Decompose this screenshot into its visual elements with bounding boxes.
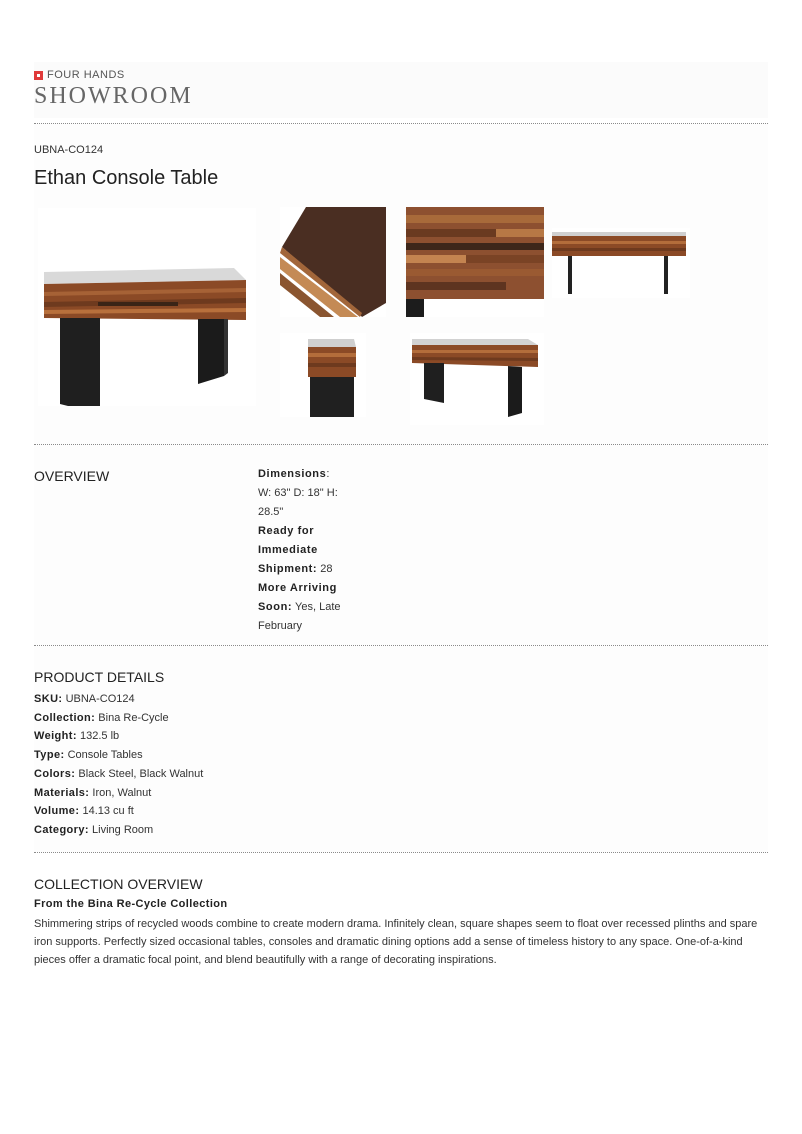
brand-logo [34,69,125,81]
arriving-label: More Arriving Soon: [258,582,337,613]
arriving-value: Yes, Late February [258,601,341,632]
detail-value: 14.13 cu ft [82,805,134,818]
overview-specs: Dimensions: W: 63" D: 18" H: 28.5" Ready for Immediate Shipment: 28 More Arriving Soon: Yes, Late February [258,468,341,632]
collection-subheading: From the Bina Re-Cycle Collection [34,898,228,910]
detail-value: Iron, Walnut [92,786,152,799]
detail-row-weight [34,727,203,746]
detail-row-category [34,821,203,840]
collection-heading: COLLECTION OVERVIEW [34,876,203,892]
detail-row-collection [34,709,203,728]
product-section [34,124,768,444]
product-title: Ethan Console Table [34,167,219,189]
detail-label: Volume: [34,805,80,818]
overview-heading: OVERVIEW [34,468,110,484]
header [34,62,768,118]
collection-section [34,853,768,993]
dimensions-value: W: 63" D: 18" H: 28.5" [258,487,338,518]
product-image-main[interactable] [38,208,256,406]
dimensions-label: Dimensions [258,468,327,480]
product-image-angle[interactable] [410,333,544,425]
detail-label: SKU: [34,693,63,705]
detail-value: Living Room [92,823,154,836]
detail-row-type [34,746,203,765]
detail-row-volume [34,802,203,821]
brand-name: FOUR HANDS [47,69,125,81]
detail-value: Bina Re-Cycle [98,711,169,724]
logo-square-icon [34,71,43,80]
detail-value: UBNA-CO124 [65,693,135,705]
collection-description: Shimmering strips of recycled woods combine to create modern drama. Infinitely clean, square shapes seem to float over recessed plinths and spare iron supports. Perfectly sized occasional tables, consoles and dramatic dining options add a sense of timeless history to any space. One-of-a-kind pieces offer a dramatic focal point, and blend beautifully with a range of decorating inspirations. [34,918,758,966]
detail-label: Materials: [34,786,90,799]
detail-value: 132.5 lb [80,730,120,743]
detail-value: Console Tables [67,749,143,762]
brand-subtitle: SHOWROOM [34,83,193,109]
detail-label: Collection: [34,711,96,724]
details-list [34,690,203,840]
detail-value: Black Steel, Black Walnut [78,767,204,780]
detail-row-sku [34,690,203,709]
detail-label: Colors: [34,767,76,780]
overview-section [34,445,768,645]
product-details-section [34,646,768,852]
product-image-corner[interactable] [280,207,386,317]
detail-label: Type: [34,749,65,762]
detail-label: Category: [34,823,89,836]
ready-value: 28 [320,563,333,575]
product-image-side[interactable] [280,333,366,417]
product-image-texture[interactable] [406,207,544,317]
detail-row-colors [34,765,203,784]
product-image-front[interactable] [552,228,690,298]
product-code: UBNA-CO124 [34,144,104,156]
ready-label: Ready for Immediate Shipment: [258,525,318,575]
detail-row-materials [34,784,203,803]
details-heading: PRODUCT DETAILS [34,669,165,685]
detail-label: Weight: [34,730,77,743]
